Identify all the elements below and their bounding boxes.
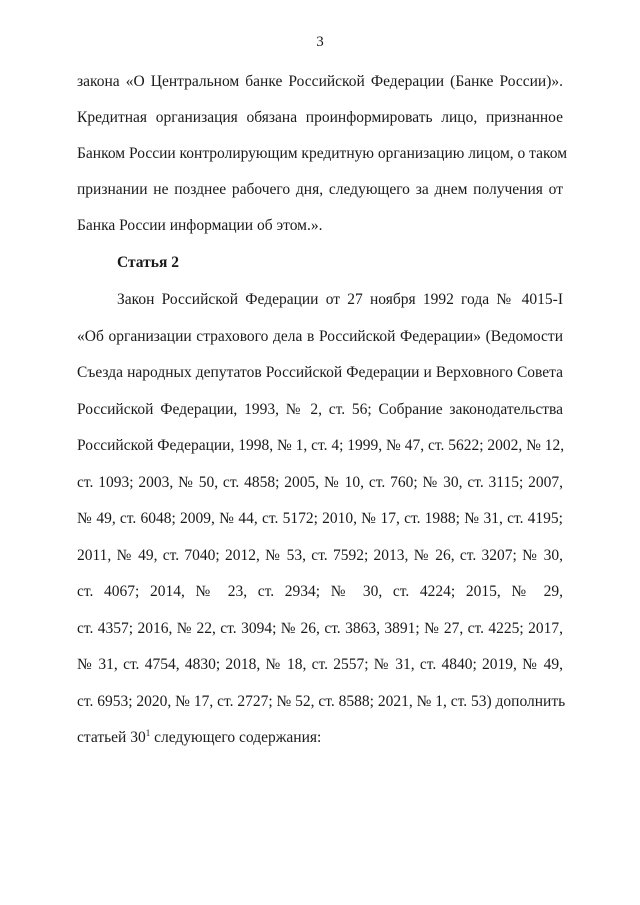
paragraph-1-line-1: закона «О Центральном банке Российской Федерации (Банке России)».: [77, 73, 563, 90]
paragraph-1-line-3: Банком России контролирующим кредитную организацию лицом, о таком: [77, 145, 568, 162]
paragraph-2-line-10: ст. 4357; 2016, № 22, ст. 3094; № 26, ст. 3863, 3891; № 27, ст. 4225; 2017,: [77, 620, 563, 637]
paragraph-2-line-7: № 49, ст. 6048; 2009, № 44, ст. 5172; 2010, № 17, ст. 1988; № 31, ст. 4195;: [77, 510, 563, 527]
paragraph-2-line-12: ст. 6953; 2020, № 17, ст. 2727; № 52, ст. 8588; 2021, № 1, ст. 53) дополнить: [77, 693, 566, 710]
paragraph-2-line-5: Российской Федерации, 1998, № 1, ст. 4; 1999, № 47, ст. 5622; 2002, № 12,: [77, 437, 565, 454]
article-number-superscript: 1: [145, 728, 151, 738]
paragraph-1-line-5: Банка России информации об этом.».: [77, 217, 323, 234]
paragraph-1-line-2: Кредитная организация обязана проинформировать лицо, признанное: [77, 109, 563, 126]
paragraph-2-line-11: № 31, ст. 4754, 4830; 2018, № 18, ст. 2557; № 31, ст. 4840; 2019, № 49,: [77, 656, 563, 673]
paragraph-2-line-3: Съезда народных депутатов Российской Федерации и Верховного Совета: [77, 364, 563, 381]
paragraph-2-line-1: Закон Российской Федерации от 27 ноября 1992 года № 4015-I: [117, 291, 563, 308]
paragraph-2-line-4: Российской Федерации, 1993, № 2, ст. 56; Собрание законодательства: [77, 401, 563, 418]
article-heading: Статья 2: [117, 254, 179, 271]
page-number: 3: [316, 34, 324, 50]
paragraph-1-line-4: признании не позднее рабочего дня, следующего за днем получения от: [77, 181, 563, 198]
paragraph-2-line-9: ст. 4067; 2014, № 23, ст. 2934; № 30, ст. 4224; 2015, № 29,: [77, 583, 563, 600]
paragraph-2-line-13: [77, 728, 563, 748]
last-line-before: статьей 30: [77, 729, 146, 746]
paragraph-2-line-2: «Об организации страхового дела в Российской Федерации» (Ведомости: [77, 328, 563, 345]
paragraph-2-line-6: ст. 1093; 2003, № 50, ст. 4858; 2005, № 10, ст. 760; № 30, ст. 3115; 2007,: [77, 474, 563, 491]
last-line-after: следующего содержания:: [150, 729, 322, 746]
paragraph-2-line-8: 2011, № 49, ст. 7040; 2012, № 53, ст. 7592; 2013, № 26, ст. 3207; № 30,: [77, 547, 563, 564]
